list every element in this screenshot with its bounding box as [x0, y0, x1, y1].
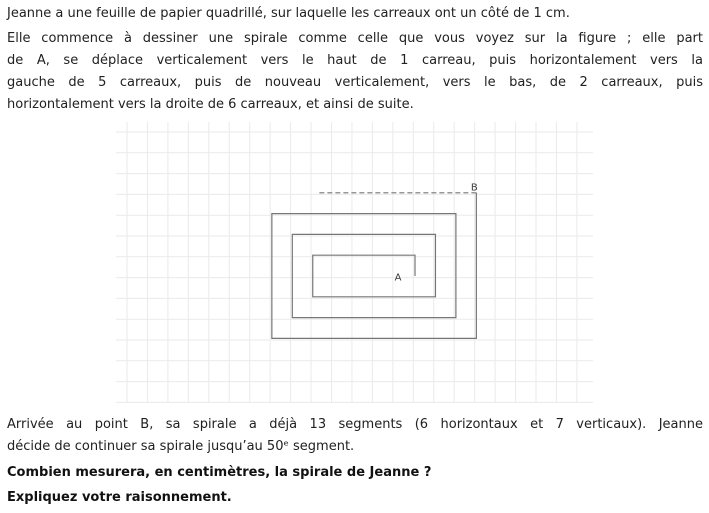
followup-line: Arrivée au point B, sa spirale a déjà 13 segments (6 horizontaux et 7 verticaux). Jeanne [7, 417, 703, 432]
point-a-label: A [394, 272, 402, 284]
spiral-path [272, 193, 477, 339]
description-line: Elle commence à dessiner une spirale comme celle que vous voyez sur la figure ; elle part [7, 31, 703, 46]
question-text: Combien mesurera, en centimètres, la spirale de Jeanne ? [7, 465, 432, 480]
description-paragraph [7, 28, 703, 116]
followup-paragraph [7, 414, 703, 458]
description-line: de A, se déplace verticalement vers le haut de 1 carreau, puis horizontalement vers la [7, 53, 703, 68]
intro-paragraph: Jeanne a une feuille de papier quadrillé, sur laquelle les carreaux ont un côté de 1 cm. [7, 6, 570, 21]
grid-paper [116, 122, 593, 403]
point-b-label: B [470, 182, 478, 194]
spiral-figure [116, 122, 593, 403]
description-line: gauche de 5 carreaux, puis de nouveau verticalement, vers le bas, de 2 carreaux, puis [7, 75, 703, 90]
description-line: horizontalement vers la droite de 6 carreaux, et ainsi de suite. [7, 97, 414, 112]
followup-line: décide de continuer sa spirale jusqu’au 50ᵉ segment. [7, 439, 355, 454]
grid-figure-svg [116, 122, 593, 403]
instruction-text: Expliquez votre raisonnement. [7, 490, 232, 505]
